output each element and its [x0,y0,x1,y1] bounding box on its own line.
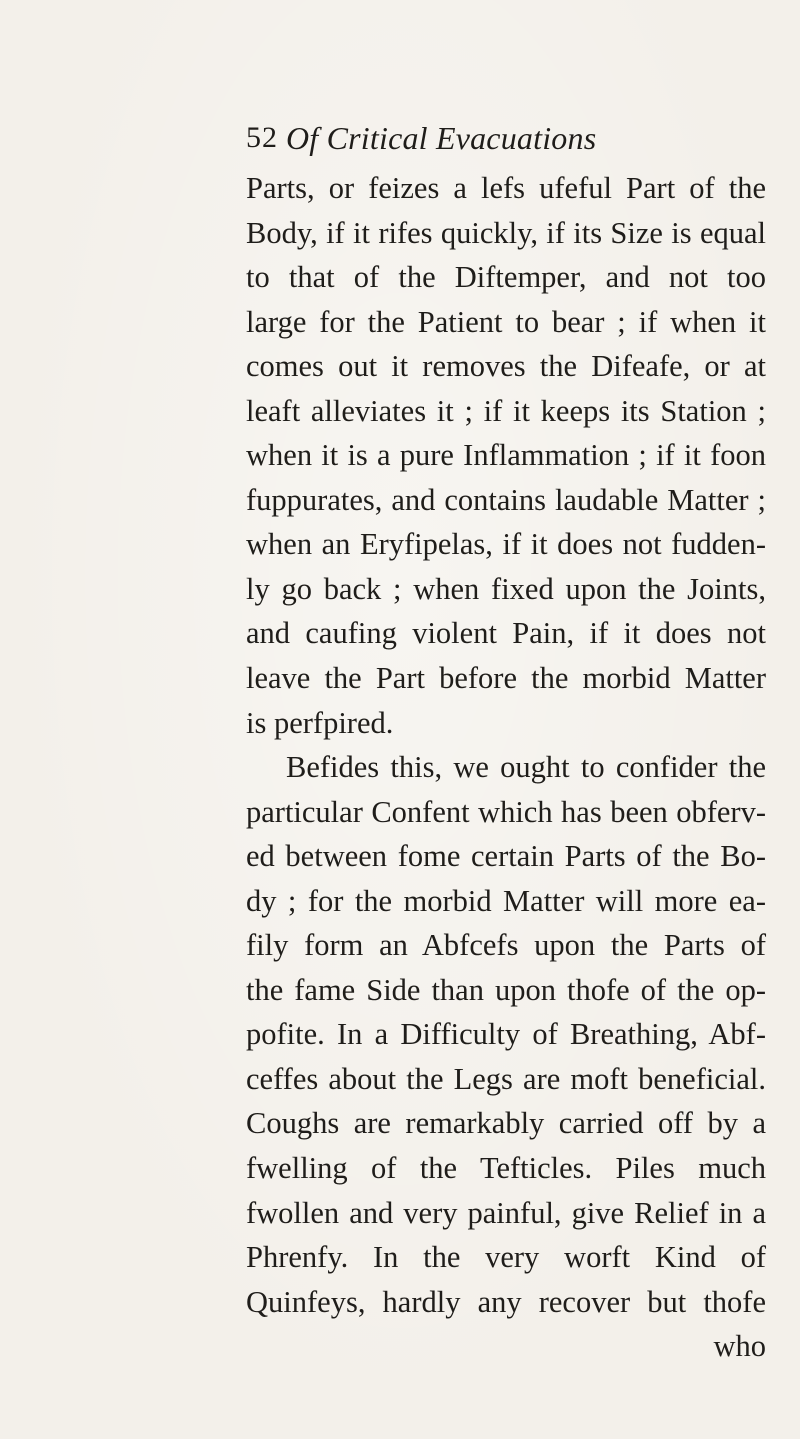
page-header [246,118,766,158]
running-head: Of Critical Evacuations [286,120,597,156]
text-line: and caufing violent Pain, if it does not [246,616,766,651]
paragraph-start-line: Befides this, we ought to confider the [286,750,766,785]
text-line: leave the Part before the morbid Matter [246,661,766,696]
text-line: dy ; for the morbid Matter will more ea- [246,883,766,918]
text-line: when an Eryfipelas, if it does not fudden- [246,527,766,562]
text-line: is perfpired. [246,705,394,740]
text-line: the fame Side than upon thofe of the op- [246,972,766,1007]
text-line: Quinfeys, hardly any recover but thofe [246,1284,766,1319]
text-line: ly go back ; when fixed upon the Joints, [246,571,766,606]
text-line: ceffes about the Legs are moft beneficial. [246,1061,766,1096]
text-line: fuppurates, and contains laudable Matter ; [246,482,766,517]
text-line: fily form an Abfcefs upon the Parts of [246,928,766,963]
text-line: Body, if it rifes quickly, if its Size is equal [246,215,766,250]
catchword: who [713,1329,766,1364]
text-line: large for the Patient to bear ; if when it [246,304,766,339]
text-line: leaft alleviates it ; if it keeps its Station ; [246,393,766,428]
body-text [246,166,766,1369]
text-line: to that of the Diftemper, and not too [246,260,766,295]
page-number: 52 [246,121,278,154]
text-line: ed between fome certain Parts of the Bo- [246,839,766,874]
text-line: Parts, or feizes a lefs ufeful Part of the [246,171,766,205]
text-line: Phrenfy. In the very worft Kind of [246,1240,766,1275]
text-line: particular Confent which has been obferv- [246,794,766,829]
text-line: Coughs are remarkably carried off by a [246,1106,766,1141]
text-line: when it is a pure Inflammation ; if it foon [246,438,766,473]
text-line: pofite. In a Difficulty of Breathing, Abf- [246,1017,766,1052]
text-line: fwollen and very painful, give Relief in a [246,1195,766,1230]
text-line: fwelling of the Tefticles. Piles much [246,1151,766,1186]
text-line: comes out it removes the Difeafe, or at [246,349,766,384]
